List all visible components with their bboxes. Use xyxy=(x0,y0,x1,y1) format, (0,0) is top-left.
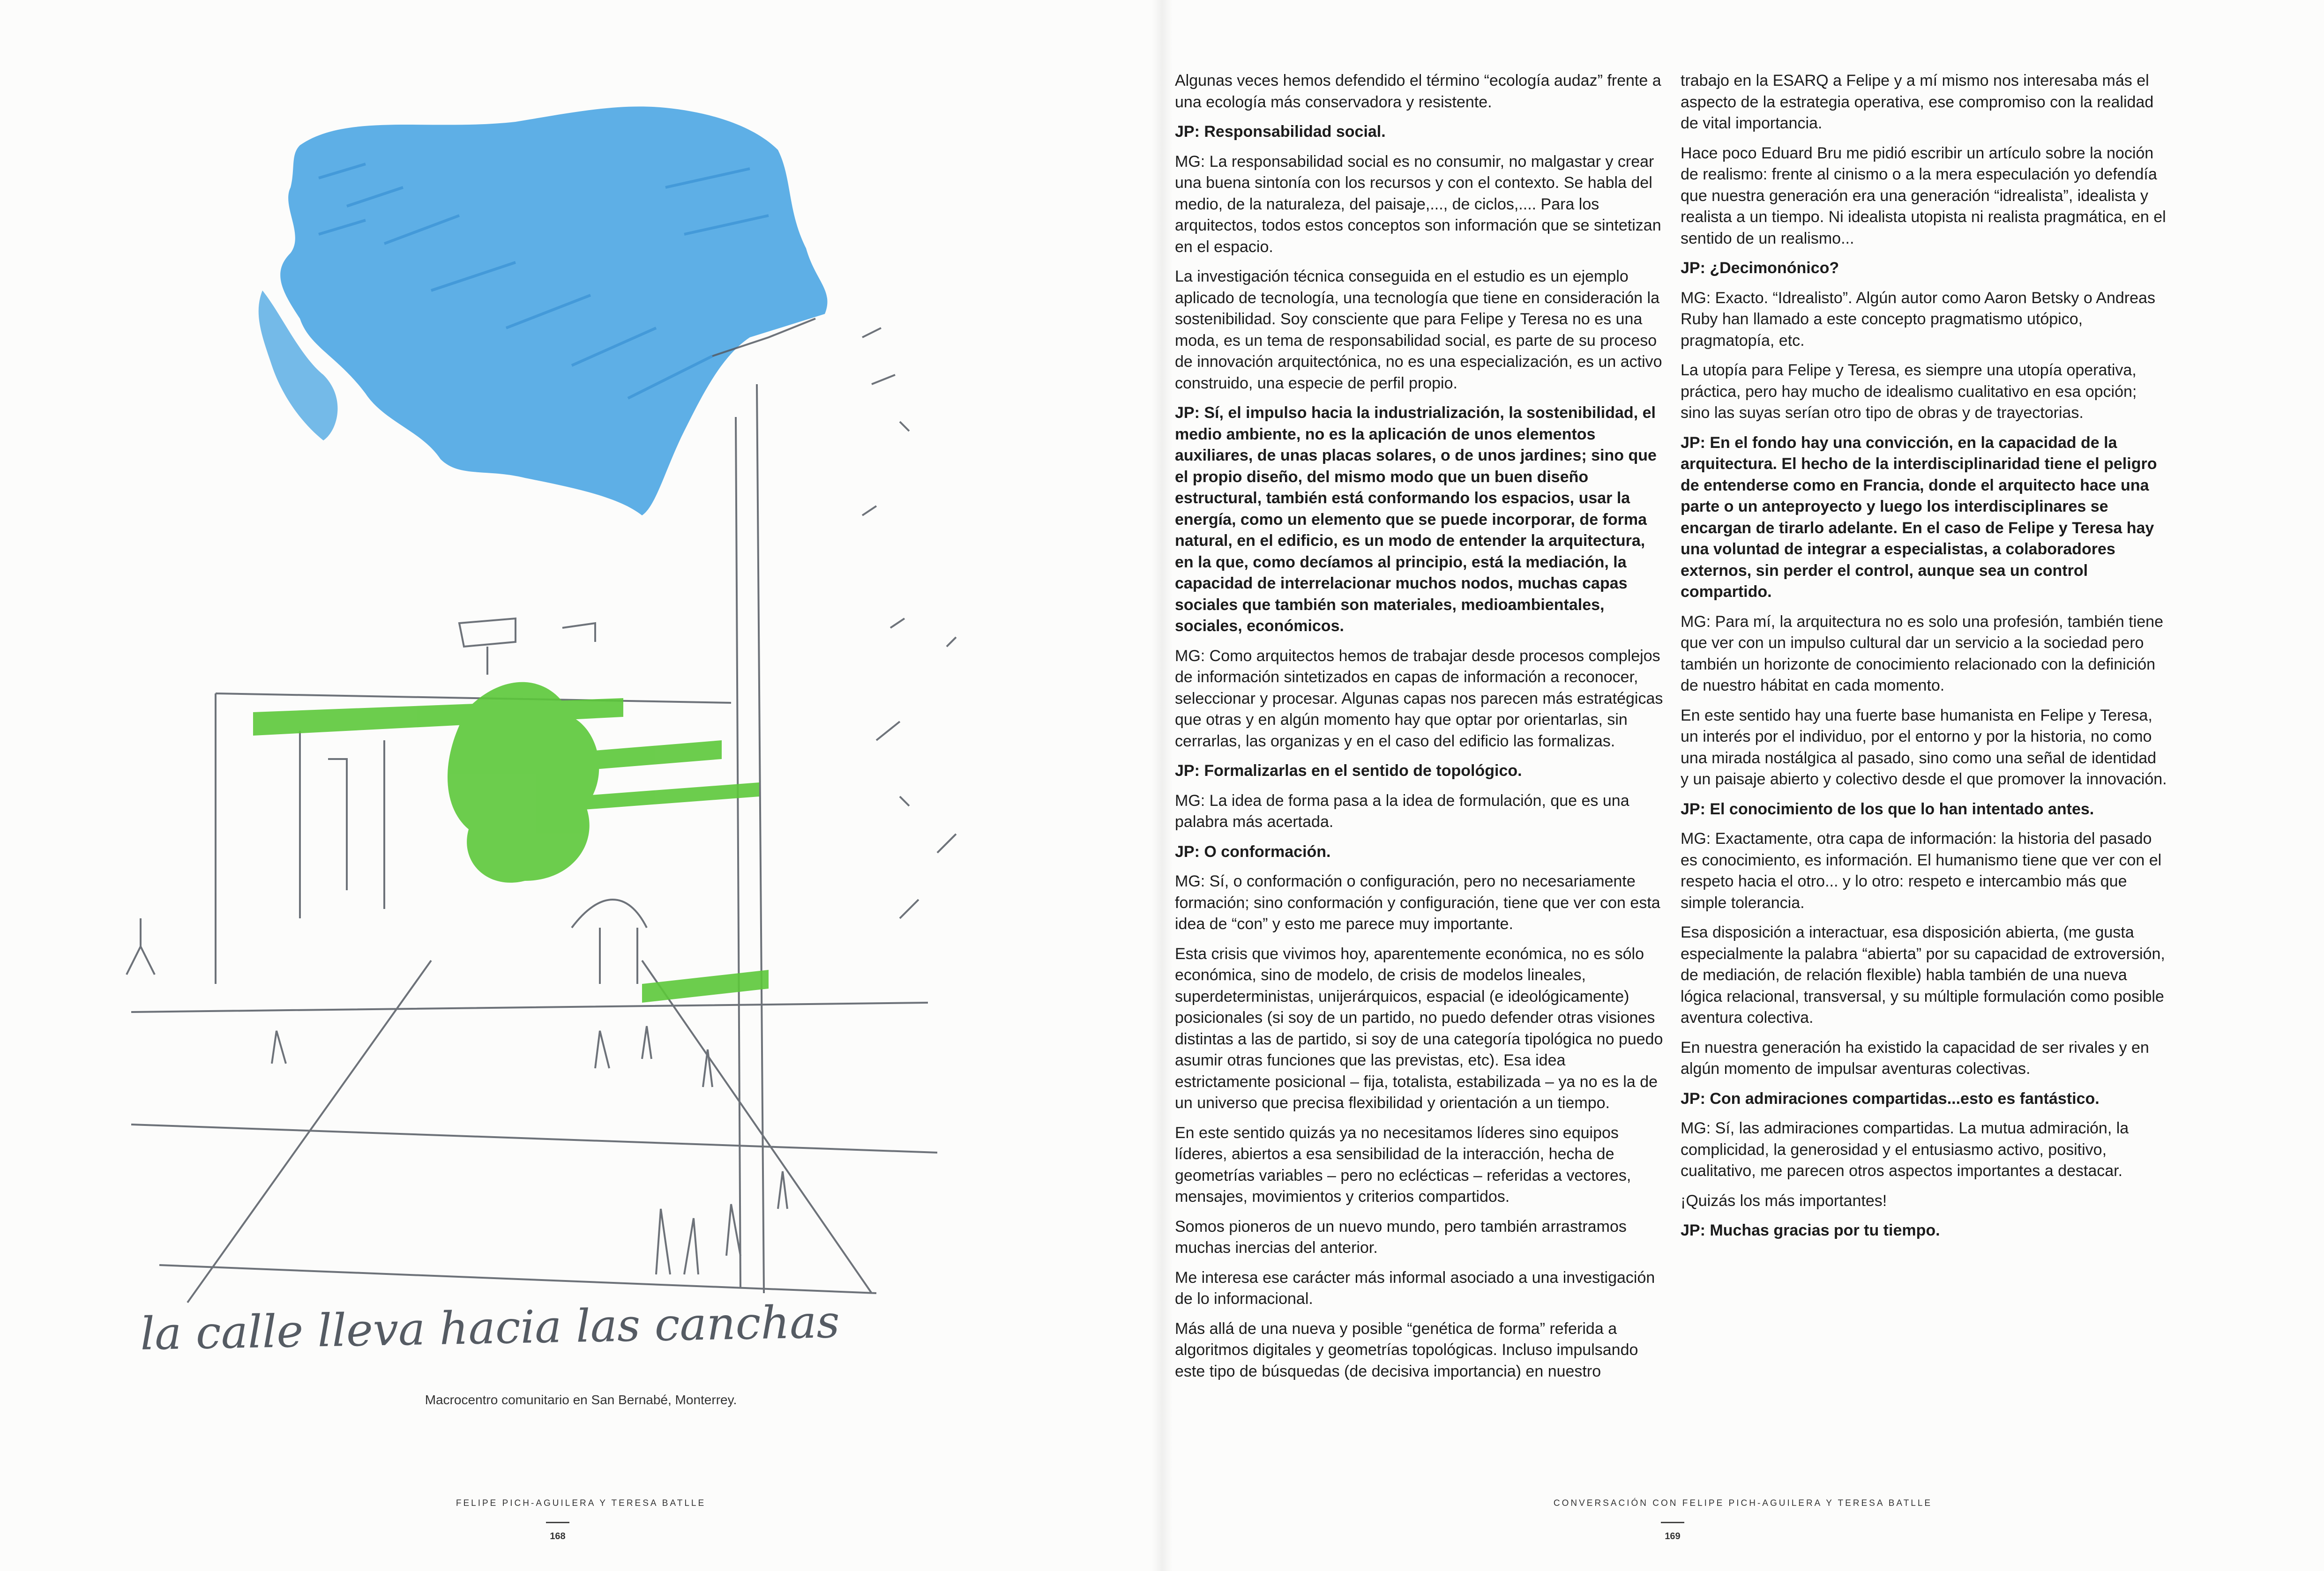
green-band-4 xyxy=(642,970,769,1003)
answer-paragraph: MG: Sí, las admiraciones compartidas. La mutua admiración, la complicidad, la generosidad y el entusiasmo activo, positivo, cualitativo, me parecen otros aspectos importantes a destacar. xyxy=(1681,1119,2129,1180)
interviewer-question: JP: Con admiraciones compartidas...esto es fantástico. xyxy=(1681,1089,2100,1108)
sky-crayon-fill xyxy=(259,106,828,515)
sky-shape xyxy=(280,106,827,515)
answer-paragraph: Más allá de una nueva y posible “genética de forma” referida a algoritmos digitales y geometrías topológicas. Incluso impulsando este tipo de búsquedas (de decisiva importancia) en nuestro xyxy=(1175,1319,1638,1380)
folio-rule-right xyxy=(1661,1522,1684,1523)
interviewer-question: JP: ¿Decimonónico? xyxy=(1681,259,1839,277)
answer-paragraph: En este sentido hay una fuerte base humanista en Felipe y Teresa, un interés por el individuo, por el entorno y por la historia, no como una mirada nostálgica al pasado, sino como una señal de identidad y un paisaje abierto y colectivo desde el que promover la innovación. xyxy=(1681,706,2167,788)
facade-ticks xyxy=(862,328,956,918)
interviewer-question: JP: El conocimiento de los que lo han intentado antes. xyxy=(1681,800,2094,818)
tree-crayon xyxy=(253,682,769,1003)
folio-rule-left xyxy=(546,1522,569,1523)
interviewer-question: JP: Formalizarlas en el sentido de topológico. xyxy=(1175,762,1522,780)
interviewer-question: JP: O conformación. xyxy=(1175,842,1331,861)
answer-paragraph: Esa disposición a interactuar, esa disposición abierta, (me gusta especialmente la palabra “abierta” por su capacidad de extroversión, de mediación, de relación flexible) habla también de una nueva lógica relacional, transversal, y su múltiple formulación como posible aventura colectiva. xyxy=(1681,923,2165,1027)
answer-paragraph: En este sentido quizás ya no necesitamos líderes sino equipos líderes, abiertos a esa sensibilidad de la interacción, hecha de geometrías variables – pero no eclécticas – referidas a vectores, mensajes, movimientos y criterios compartidos. xyxy=(1175,1124,1631,1206)
answer-paragraph: MG: Para mí, la arquitectura no es solo una profesión, también tiene que ver con un impulso cultural dar un servicio a la sociedad pero también un horizonte de conocimiento relacionado con la definición de nuestro hábitat en cada momento. xyxy=(1681,612,2163,694)
tower-left-edge xyxy=(736,417,740,1288)
answer-paragraph: trabajo en la ESARQ a Felipe y a mí mismo nos interesaba más el aspecto de la estrategia operativa, ese compromiso con la realidad de vital importancia. xyxy=(1681,72,2154,132)
answer-paragraph: Hace poco Eduard Bru me pidió escribir un artículo sobre la noción de realismo: frente al cinismo o a la mera especulación yo defendía que nuestra generación era una generación “idrealista”, idealista y realista a un tiempo. Ni idealista utopista ni realista pragmática, en el sentido de un realismo... xyxy=(1681,144,2166,247)
answer-paragraph: MG: La responsabilidad social es no consumir, no malgastar y crear una buena sintonía con los recursos y con el contexto. Se habla del medio, de la naturaleza, del paisaje,..., de ciclos,.... Para los arquitectos, todos estos conceptos son información que se sintetizan en el espacio. xyxy=(1175,152,1661,256)
street-perspective xyxy=(131,960,937,1303)
green-band-3 xyxy=(572,782,759,811)
interviewer-question: JP: Sí, el impulso hacia la industrialización, la sostenibilidad, el medio ambiente, no es la aplicación de unos elementos auxiliares, de unas placas solares, o de unos jardines; sino que el propio diseño, del mismo modo que un buen diseño estructural, también está conformando los espacios, usar la energía, como un elemento que se puede incorporar, de forma natural, en el edificio, es un modo de entender la arquitectura, en la que, como decíamos al principio, está la mediación, la capacidad de interrelacionar muchos nodos, muchas capas sociales que también son materiales, medioambientales, sociales, económicos. xyxy=(1175,404,1657,635)
figures xyxy=(127,918,787,1274)
answer-paragraph: MG: Exacto. “Idrealisto”. Algún autor como Aaron Betsky o Andreas Ruby han llamado a este concepto pragmatismo utópico, pragmatopía, etc. xyxy=(1681,289,2155,350)
page-number-right: 169 xyxy=(1665,1531,1681,1541)
interviewer-question: JP: Muchas gracias por tu tiempo. xyxy=(1681,1221,1940,1239)
answer-paragraph: Me interesa ese carácter más informal asociado a una investigación de lo informacional. xyxy=(1175,1268,1655,1308)
answer-paragraph: MG: Exactamente, otra capa de información: la historia del pasado es conocimiento, es información. El humanismo tiene que ver con el respeto hacia el otro... y lo otro: respeto e intercambio más que simple tolerancia. xyxy=(1681,830,2162,912)
page-number-left: 168 xyxy=(550,1531,566,1541)
answer-paragraph: ¡Quizás los más importantes! xyxy=(1681,1191,1887,1210)
answer-paragraph: Algunas veces hemos defendido el término “ecología audaz” frente a una ecología más conservadora y resistente. xyxy=(1175,72,1661,111)
answer-paragraph: MG: La idea de forma pasa a la idea de formulación, que es una palabra más acertada. xyxy=(1175,791,1629,831)
canopy xyxy=(572,900,647,984)
interviewer-question: JP: Responsabilidad social. xyxy=(1175,123,1386,141)
answer-paragraph: La utopía para Felipe y Teresa, es siempre una utopía operativa, práctica, pero hay mucho de idealismo cualitativo en esa opción; sino las suyas serían otro tipo de obras y de trayectorias. xyxy=(1681,361,2137,422)
answer-paragraph: Somos pioneros de un nuevo mundo, pero también arrastramos muchas inercias del anterior. xyxy=(1175,1217,1627,1257)
interview-column-1 xyxy=(1175,70,1663,1391)
answer-paragraph: En nuestra generación ha existido la capacidad de ser rivales y en algún momento de impulsar aventuras colectivas. xyxy=(1681,1038,2149,1078)
answer-paragraph: MG: Sí, o conformación o configuración, pero no necesariamente formación; sino conformación y configuración, tiene que ver con esta idea de “con” y esto me parece muy importante. xyxy=(1175,872,1660,933)
figure-caption: Macrocentro comunitario en San Bernabé, Monterrey. xyxy=(425,1392,737,1407)
answer-paragraph: MG: Como arquitectos hemos de trabajar desde procesos complejos de información sintetizados en capas de información a reconocer, seleccionar y procesar. Algunas capas nos parecen más estratégicas que otras y en algún momento hay que optar por orientarlas, sin cerrarlas, las organizas y en el caso del edificio las formalizas. xyxy=(1175,647,1663,750)
tower-right-edge xyxy=(757,384,764,1293)
interviewer-question: JP: En el fondo hay una convicción, en la capacidad de la arquitectura. El hecho de la interdisciplinaridad tiene el peligro de entenderse como en Francia, donde el arquitecto hace una parte o un anteproyecto y luego los interdisciplinares se encargan de tirarlo adelante. En el caso de Felipe y Teresa hay una voluntad de integrar a especialistas, a colaboradores externos, sin perder el control, aunque sea un control compartido. xyxy=(1681,433,2157,601)
answer-paragraph: Esta crisis que vivimos hoy, aparentemente económica, no es sólo económica, sino de modelo, de crisis de modelos lineales, superdeterministas, unijerárquicos, espacial (e ideológicamente) posicionales (si soy de un partido, no puedo defender otras visiones distintas a las de partido, si soy de una categoría tipológica no puedo asumir otras funciones que las previstas, etc). Esa idea estrictamente posicional – fija, totalista, estabilizada – ya no es la de un universo que precisa flexibilidad y orientación a un tiempo. xyxy=(1175,945,1663,1112)
architectural-sketch xyxy=(103,94,1022,1368)
running-head-right: CONVERSACIÓN CON FELIPE PICH-AGUILERA Y TERESA BATLLE xyxy=(1553,1498,1933,1508)
interview-column-2 xyxy=(1681,70,2168,1250)
answer-paragraph: La investigación técnica conseguida en el estudio es un ejemplo aplicado de tecnología, una tecnología que tiene en consideración la sostenibilidad. Soy consciente que para Felipe y Teresa no es una moda, es un tema de responsabilidad social, es parte de su proceso de innovación arquitectónica, no es una especialización, es un activo construido, una especie de perfil propio. xyxy=(1175,268,1662,392)
sketch-handwriting: la calle lleva hacia las canchas xyxy=(140,1295,840,1360)
running-head-left: FELIPE PICH-AGUILERA Y TERESA BATLLE xyxy=(456,1498,706,1508)
signs xyxy=(459,618,595,675)
